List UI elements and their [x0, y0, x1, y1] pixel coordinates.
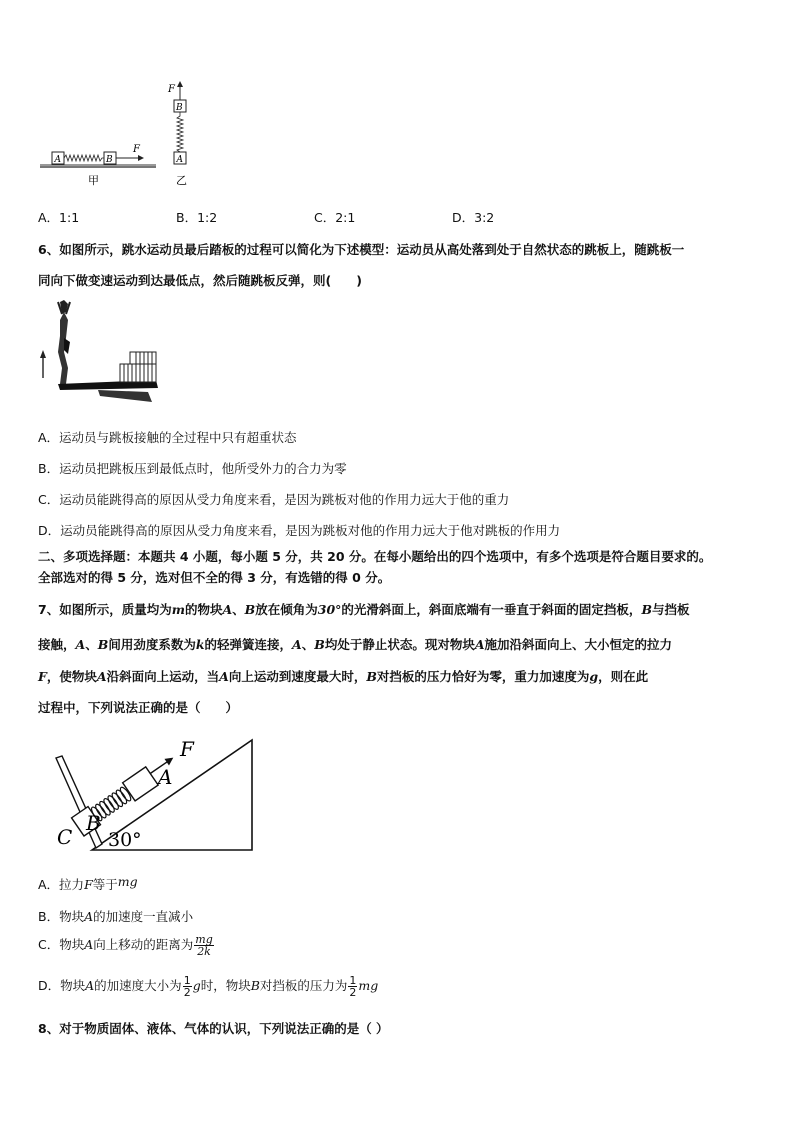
spring-yi: [177, 112, 183, 152]
q7-stem-line1: 7、如图所示，质量均为m的物块A、B放在倾角为30°的光滑斜面上，斜面底端有一垂直于斜面的固定挡板，B与挡板: [38, 602, 690, 617]
q7-option-c: C．物块A向上移动的距离为 $\frac{mg}{2k}$: [38, 933, 213, 958]
q7-option-b: B．物块A的加速度一直减小: [38, 909, 194, 924]
label-yi: 乙: [176, 174, 187, 187]
q6-stem-line2: 同向下做变速运动到达最低点，然后随跳板反弹，则( ): [38, 273, 362, 288]
q7-stem-line3: F，使物块A沿斜面向上运动，当A向上运动到速度最大时，B对挡板的压力恰好为零，重力加速度为g，则在此: [38, 669, 649, 684]
block-a-yi-label: A: [176, 155, 183, 165]
q5-option-a: A．1:1: [38, 210, 80, 225]
label-f: F: [180, 737, 194, 761]
q6-stem-line1: 6、如图所示，跳水运动员最后踏板的过程可以简化为下述模型：运动员从高处落到处于自然状态的跳板上，随跳板一: [38, 242, 685, 257]
label-c: C: [57, 825, 73, 849]
fraction-half-2: $\frac{1}{2}$: [349, 974, 357, 999]
label-jia: 甲: [88, 174, 99, 187]
q7-option-a: A．拉力F等于mg: [38, 874, 138, 892]
incline-figure: [52, 734, 258, 854]
spring-jia: [64, 155, 104, 161]
q6-option-a: A．运动员与跳板接触的全过程中只有超重状态: [38, 430, 297, 445]
force-yi-label: F: [168, 84, 175, 95]
q6-option-c: C．运动员能跳得高的原因从受力角度来看，是因为跳板对他的作用力远大于他的重力: [38, 492, 510, 507]
q6-option-d: D．运动员能跳得高的原因从受力角度来看，是因为跳板对他的作用力远大于他对跳板的作用力: [38, 523, 561, 538]
q5-option-b: B．1:2: [176, 210, 218, 225]
label-angle: 30°: [108, 829, 142, 851]
force-jia-label: F: [133, 144, 140, 155]
q7-stem-line4: 过程中，下列说法正确的是（ ）: [38, 700, 239, 715]
diver-figure: [38, 298, 162, 410]
spring-blocks-figure: [36, 78, 206, 190]
label-a: A: [158, 765, 173, 789]
q8-stem: 8、对于物质固体、液体、气体的认识，下列说法正确的是（ ）: [38, 1021, 389, 1036]
q5-option-c: C．2:1: [314, 210, 356, 225]
q7-option-d: D．物块A的加速度大小为 $\frac{1}{2}$ g时，物块B对挡板的压力为 $\frac{1}{2}$ mg: [38, 974, 379, 999]
block-a-jia-label: A: [54, 155, 61, 165]
block-b-jia-label: B: [106, 155, 113, 165]
q7-stem-line2: 接触，A、B间用劲度系数为k的轻弹簧连接，A、B均处于静止状态。现对物块A施加沿斜面向上、大小恒定的拉力: [38, 637, 673, 652]
section2-line1: 二、多项选择题：本题共 4 小题，每小题 5 分，共 20 分。在每小题给出的四个选项中，有多个选项是符合题目要求的。: [38, 549, 712, 564]
block-b-yi-label: B: [176, 103, 183, 113]
section2-line2: 全部选对的得 5 分，选对但不全的得 3 分，有选错的得 0 分。: [38, 570, 391, 585]
fraction-half: $\frac{1}{2}$: [183, 974, 191, 999]
fraction-mg-2k: $\frac{mg}{2k}$: [195, 933, 213, 958]
q6-option-b: B．运动员把跳板压到最低点时，他所受外力的合力为零: [38, 461, 347, 476]
label-b: B: [86, 811, 101, 835]
q5-option-d: D．3:2: [452, 210, 495, 225]
